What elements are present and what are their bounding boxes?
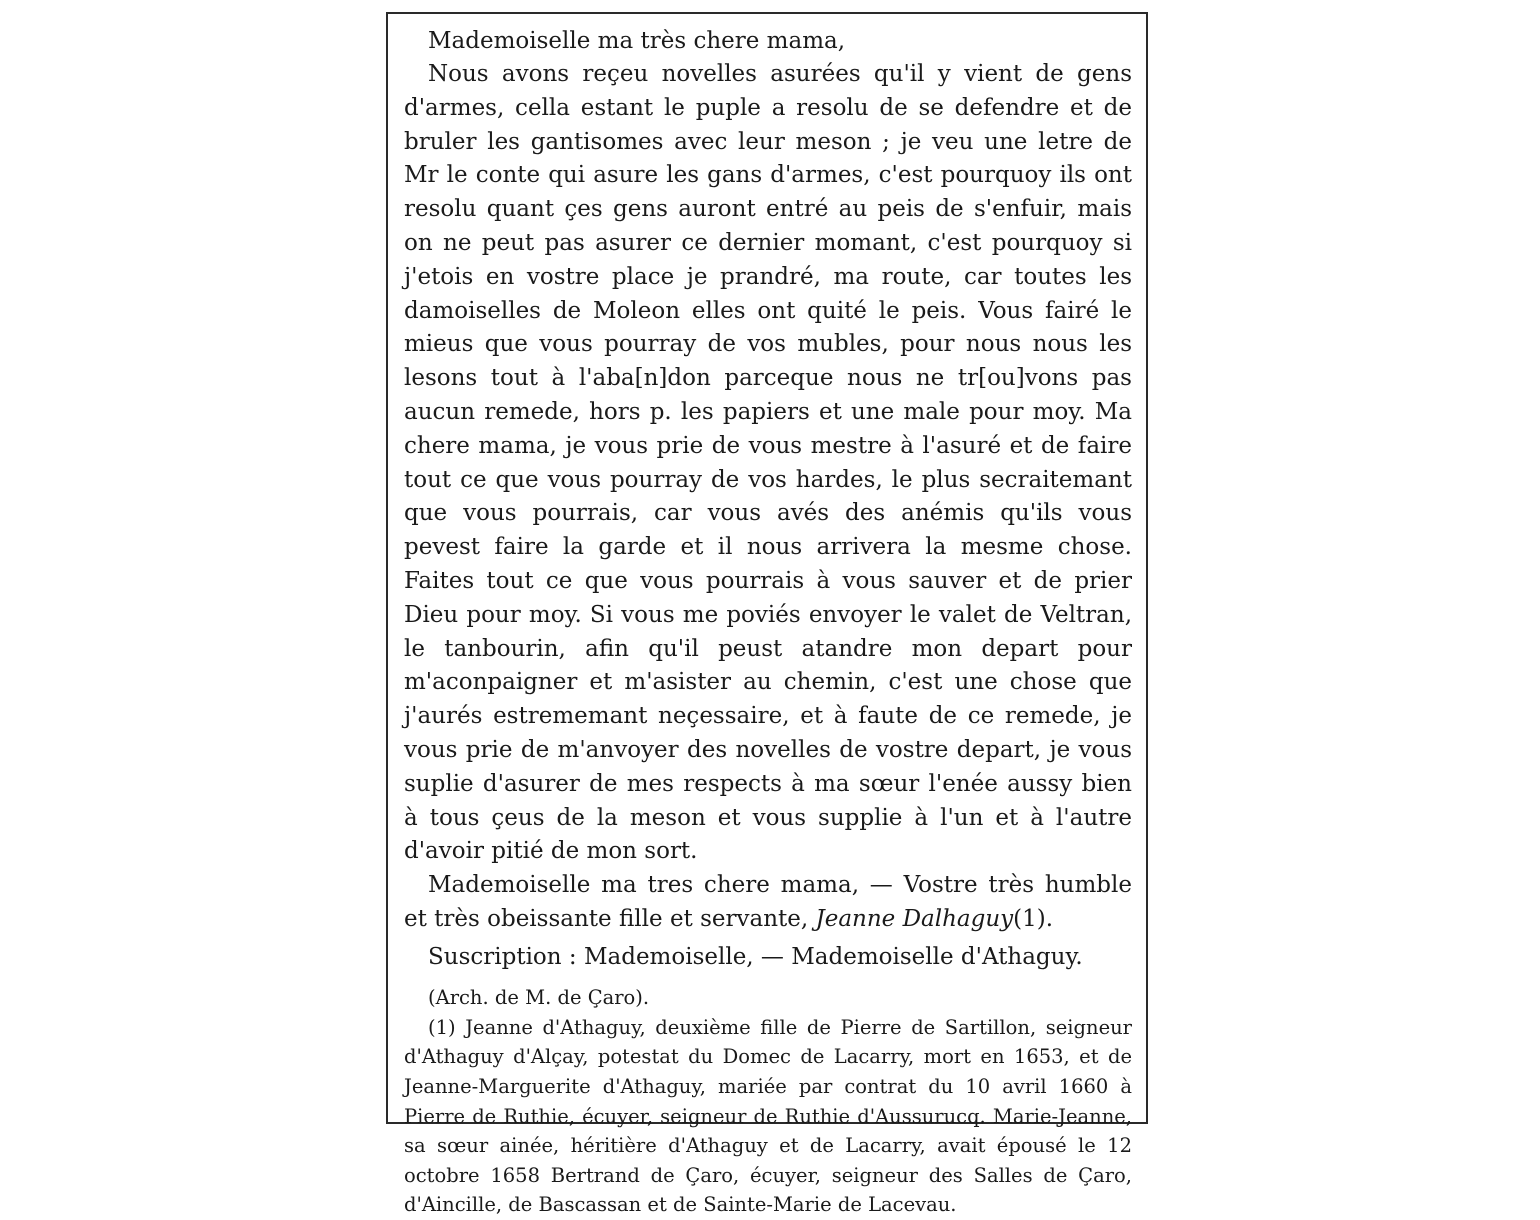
- signature: Jeanne Dalhaguy: [815, 905, 1014, 932]
- salutation: Mademoiselle ma très chere mama,: [428, 28, 846, 54]
- footnote: (1) Jeanne d'Athaguy, deuxième fille de Pierre de Sartillon, seigneur d'Athaguy d'Alçay, potestat du Domec de Lacarry, mort en 1653, et de Jeanne-Marguerite d'Athaguy, mariée par contrat du 10 avril 1660 à Pierre de Ruthie, écuyer, seigneur de Ruthie d'Aussurucq. Marie-Jeanne, sa sœur ainée, héritière d'Athaguy et de Lacarry, avait épousé le 12 octobre 1658 Bertrand de Çaro, écuyer, seigneur des Salles de Çaro, d'Aincille, de Bascassan et de Sainte-Marie de Lacevau.: [404, 1015, 1132, 1217]
- suscription: Suscription : Mademoiselle, — Mademoiselle d'Athaguy.: [428, 943, 1083, 970]
- footnote-marker: (1).: [1013, 905, 1054, 932]
- letter-body-text: Nous avons reçeu novelles asurées qu'il y vient de gens d'armes, cella estant le puple a resolu de se defendre et de bruler les gantisomes avec leur meson ; je veu une letre de Mr le conte qui asure les gans d'armes, c'est pourquoy ils ont resolu quant çes gens auront entré au peis de s'enfuir, mais on ne peut pas asurer ce dernier momant, c'est pourquoy si j'etois en vostre place je prandré, ma route, car toutes les damoiselles de Moleon elles ont quité le peis. Vous fairé le mieus que vous pourray de vos mubles, pour nous nous les lesons tout à l'aba[n]don parceque nous ne tr[ou]vons pas aucun remede, hors p. les papiers et une male pour moy. Ma chere mama, je vous prie de vous mestre à l'asuré et de faire tout ce que vous pourray de vos hardes, le plus secraitemant que vous pourrais, car vous avés des anémis qu'ils vous pevest faire la garde et il nous arrivera la mesme chose. Faites tout ce que vous pourrais à vous sauver et de prier Dieu pour moy. Si vous me poviés envoyer le valet de Veltran, le tanbourin, afin qu'il peust atandre mon depart pour m'aconpaigner et m'asister au chemin, c'est une chose que j'aurés estrememant neçessaire, et à faute de ce remede, je vous prie de m'anvoyer des novelles de vostre depart, je vous suplie d'asurer de mes respects à ma sœur l'enée aussy bien à tous çeus de la meson et vous supplie à l'un et à l'autre d'avoir pitié de mon sort.: [404, 61, 1132, 865]
- letter: [404, 22, 1132, 1220]
- document-frame: [386, 12, 1148, 1217]
- closing-text: Mademoiselle ma tres chere mama, — Vostre très humble et très obeissante fille et servante,: [404, 872, 1132, 932]
- letter-closing: [404, 869, 1132, 937]
- archive-reference: (Arch. de M. de Çaro).: [428, 985, 650, 1009]
